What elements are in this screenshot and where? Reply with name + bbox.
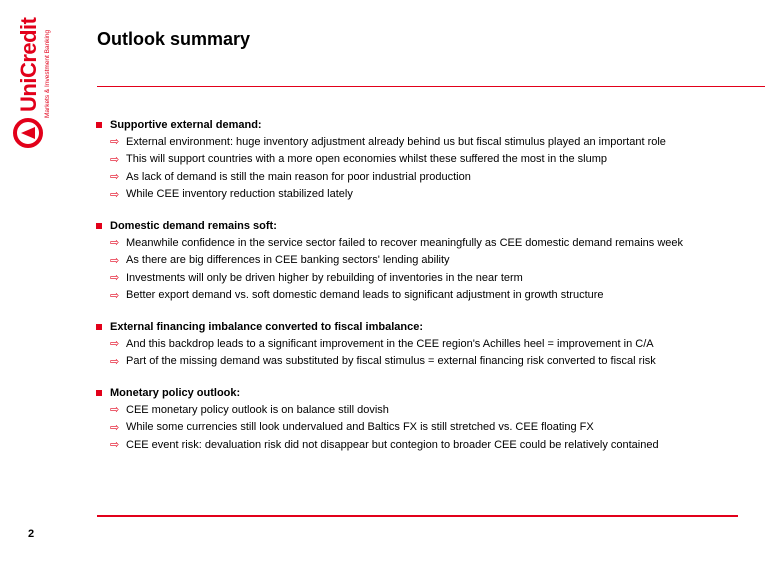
arrow-right-icon: ⇨ xyxy=(110,136,120,149)
list-item-text: Meanwhile confidence in the service sector failed to recover meaningfully as CEE domestic demand remains week xyxy=(126,236,683,249)
section xyxy=(96,218,756,304)
brand-logo-text: UniCredit xyxy=(16,17,41,112)
brand-subtitle: Markets & Investment Banking xyxy=(44,29,51,118)
section-title: Domestic demand remains soft: xyxy=(110,220,277,232)
list-item-text: CEE event risk: devaluation risk did not disappear but contegion to broader CEE could be relatively contained xyxy=(126,438,659,451)
list-item xyxy=(96,401,756,419)
list-item-text: Better export demand vs. soft domestic demand leads to significant adjustment in growth structure xyxy=(126,289,604,302)
list-item-text: While CEE inventory reduction stabilized lately xyxy=(126,188,353,201)
arrow-right-icon: ⇨ xyxy=(110,272,120,285)
arrow-right-icon: ⇨ xyxy=(110,171,120,184)
section-header xyxy=(96,385,756,401)
section xyxy=(96,319,756,370)
arrow-right-icon: ⇨ xyxy=(110,237,120,250)
list-item xyxy=(96,168,756,186)
section-title: Supportive external demand: xyxy=(110,119,262,131)
arrow-right-icon: ⇨ xyxy=(110,254,120,267)
unicredit-logo-icon xyxy=(13,118,43,148)
list-item-text: While some currencies still look undervalued and Baltics FX is still stretched vs. CEE floating FX xyxy=(126,421,594,434)
list-item-text: This will support countries with a more open economies whilst these suffered the most in the slump xyxy=(126,153,607,166)
list-item-text: CEE monetary policy outlook is on balance still dovish xyxy=(126,403,389,416)
square-bullet-icon xyxy=(96,390,102,396)
arrow-right-icon: ⇨ xyxy=(110,153,120,166)
square-bullet-icon xyxy=(96,324,102,330)
footer-divider xyxy=(97,515,738,517)
list-item xyxy=(96,252,756,270)
list-item xyxy=(96,419,756,437)
list-item xyxy=(96,287,756,305)
arrow-right-icon: ⇨ xyxy=(110,289,120,302)
list-item-text: External environment: huge inventory adjustment already behind us but fiscal stimulus played an important role xyxy=(126,135,666,148)
list-item xyxy=(96,234,756,252)
arrow-right-icon: ⇨ xyxy=(110,355,120,368)
arrow-right-icon: ⇨ xyxy=(110,338,120,351)
square-bullet-icon xyxy=(96,122,102,128)
section xyxy=(96,117,756,203)
section xyxy=(96,385,756,454)
list-item-text: Part of the missing demand was substituted by fiscal stimulus = external financing risk converted to fiscal risk xyxy=(126,355,656,368)
section-title: Monetary policy outlook: xyxy=(110,387,241,399)
title-divider xyxy=(97,86,765,87)
page-number: 2 xyxy=(28,528,35,540)
square-bullet-icon xyxy=(96,223,102,229)
section-header xyxy=(96,319,756,335)
list-item-text: As there are big differences in CEE banking sectors' lending ability xyxy=(126,254,450,267)
page-title: Outlook summary xyxy=(97,29,251,49)
list-item-text: As lack of demand is still the main reason for poor industrial production xyxy=(126,170,471,183)
list-item-text: And this backdrop leads to a significant improvement in the CEE region's Achilles heel = improvement in C/A xyxy=(126,337,654,350)
section-header xyxy=(96,117,756,133)
section-header xyxy=(96,218,756,234)
arrow-right-icon: ⇨ xyxy=(110,439,120,452)
arrow-right-icon: ⇨ xyxy=(110,404,120,417)
list-item xyxy=(96,269,756,287)
arrow-right-icon: ⇨ xyxy=(110,421,120,434)
list-item xyxy=(96,186,756,204)
content xyxy=(96,117,756,469)
list-item-text: Investments will only be driven higher by rebuilding of inventories in the near term xyxy=(126,271,523,284)
sidebar xyxy=(0,0,68,567)
list-item xyxy=(96,436,756,454)
list-item xyxy=(96,353,756,371)
list-item xyxy=(96,151,756,169)
list-item xyxy=(96,133,756,151)
list-item xyxy=(96,335,756,353)
arrow-right-icon: ⇨ xyxy=(110,188,120,201)
section-title: External financing imbalance converted to fiscal imbalance: xyxy=(110,321,423,333)
